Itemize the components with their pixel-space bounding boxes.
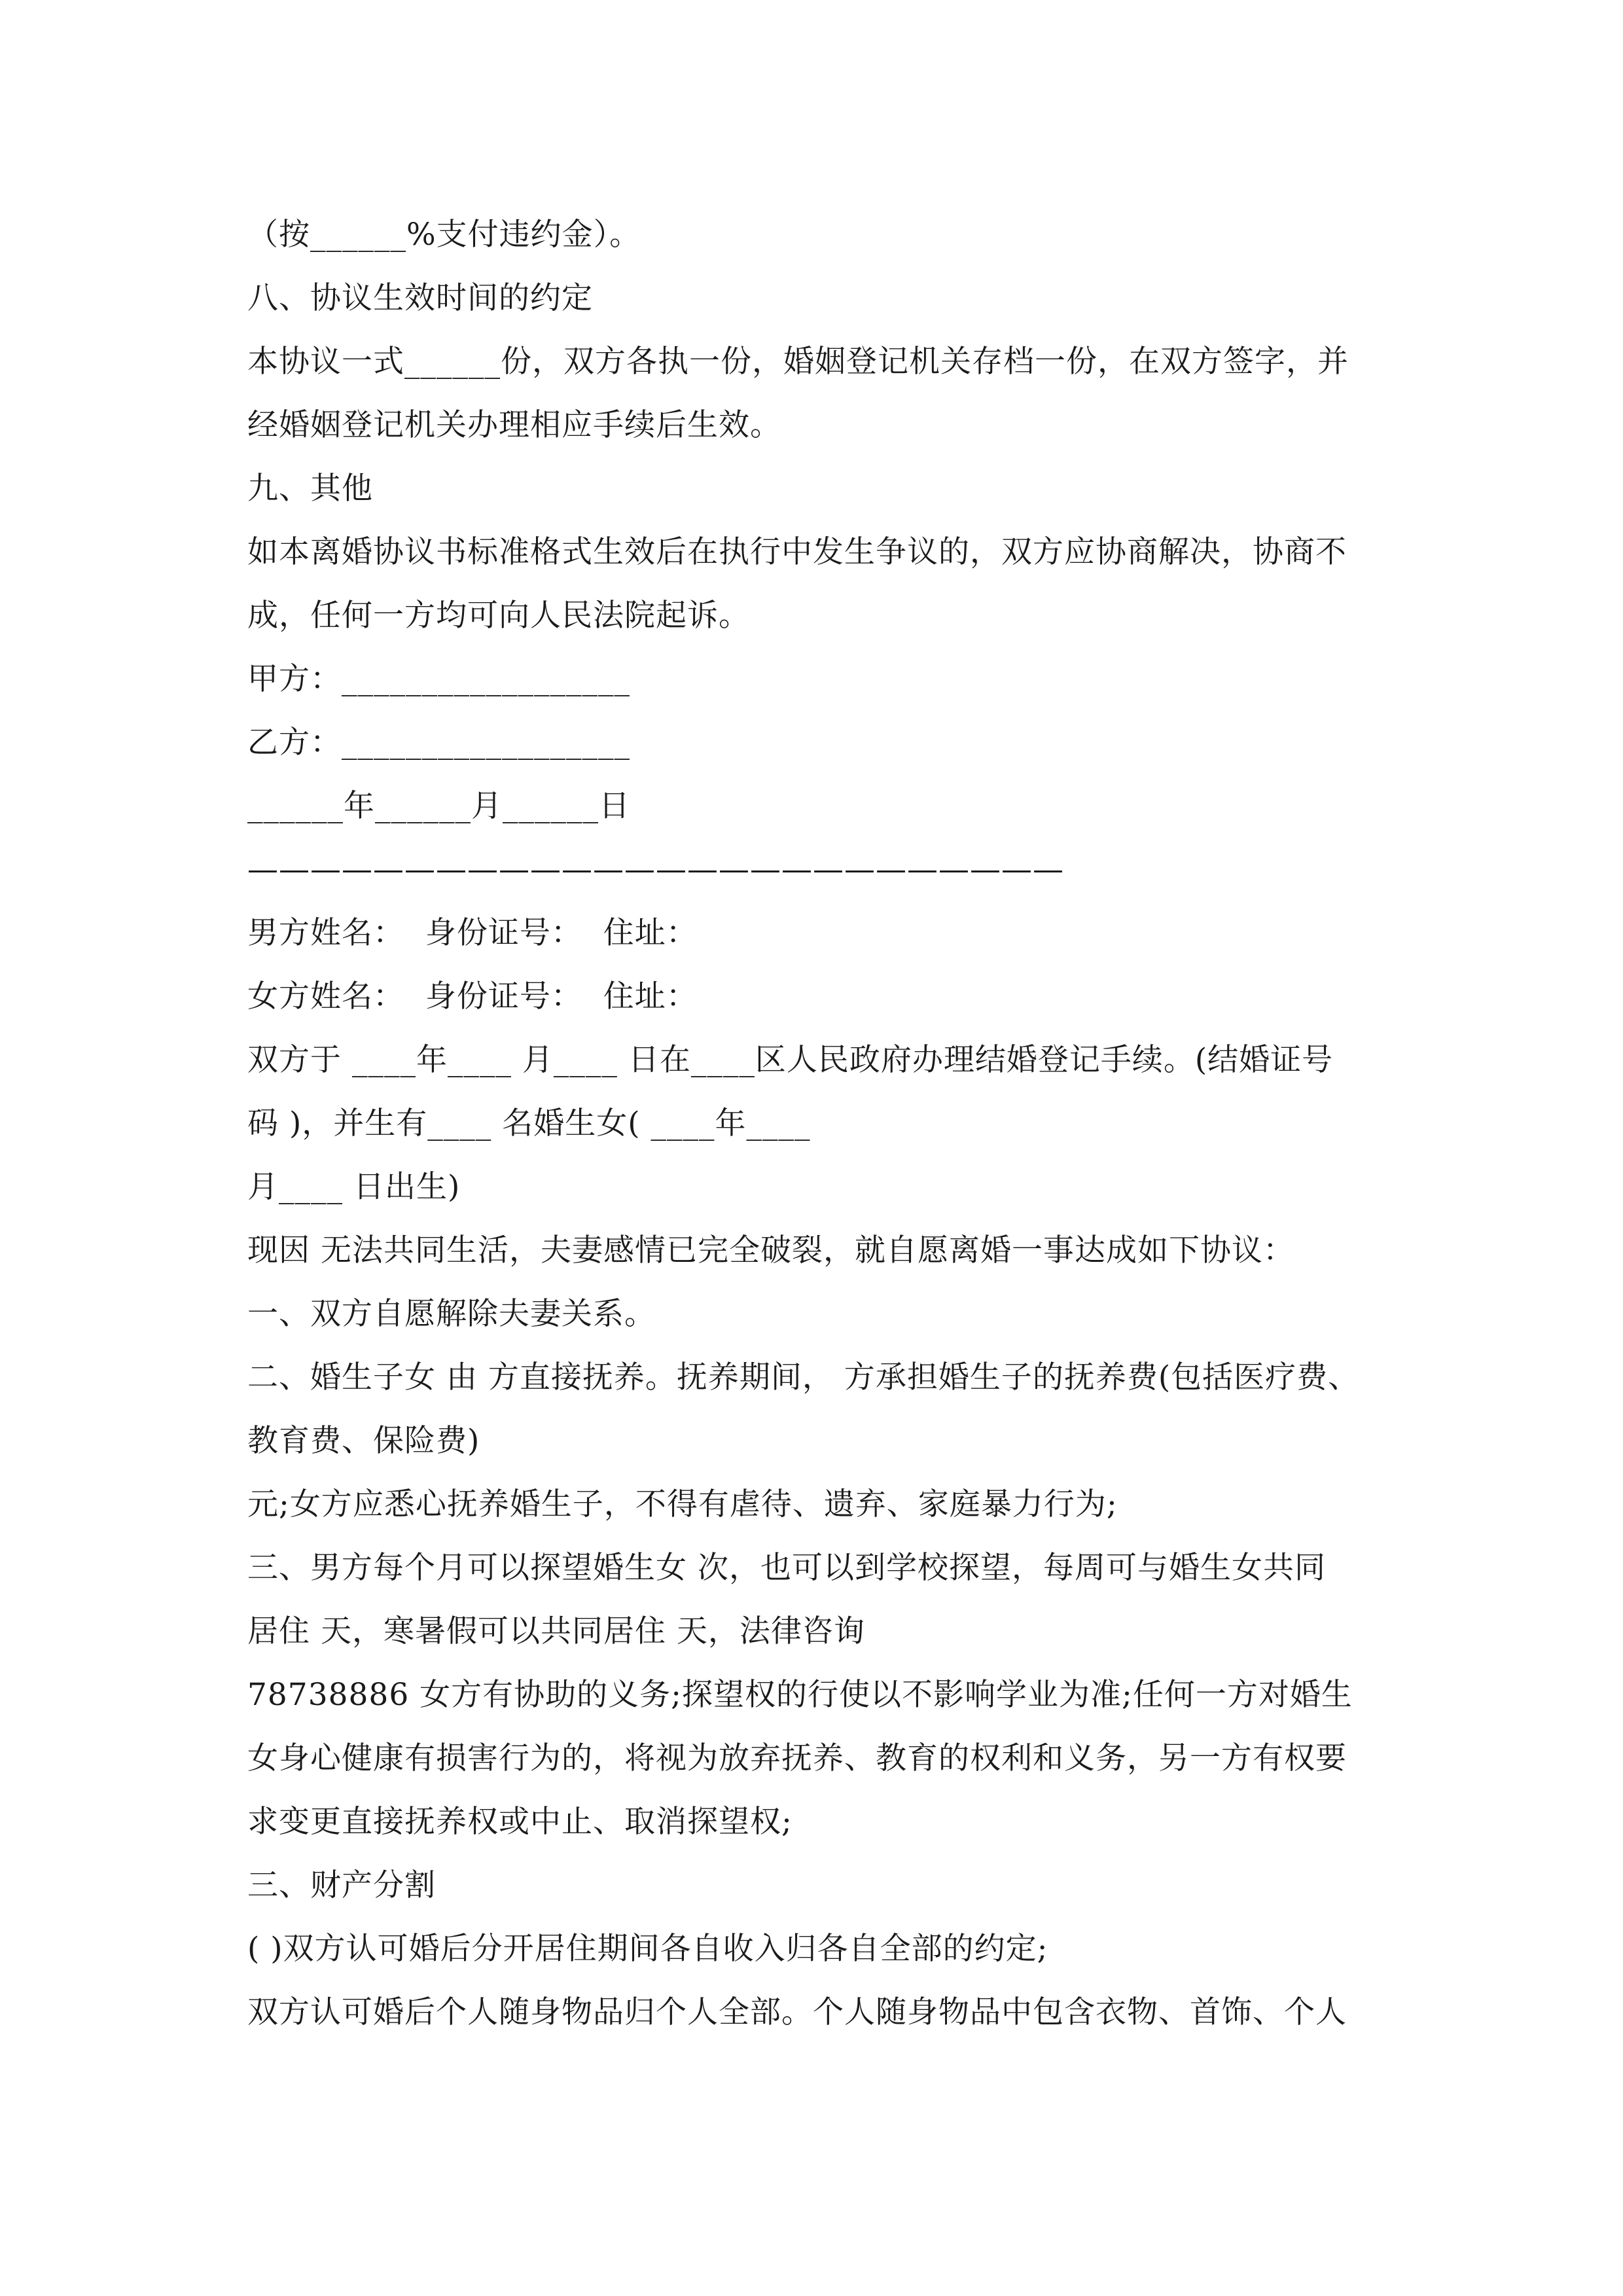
divorce-reason-line: 现因 无法共同生活，夫妻感情已完全破裂，就自愿离婚一事达成如下协议： <box>247 1232 1294 1268</box>
property-clause-line-1: ( )双方认可婚后分开居住期间各自收入归各自全部的约定; <box>247 1931 1048 1967</box>
marriage-registration-line-2: 码 )，并生有____ 名婚生女( ____年____ <box>247 1105 811 1141</box>
copies-clause-line-1: 本协议一式______份，双方各执一份，婚姻登记机关存档一份，在双方签字，并 <box>247 344 1349 380</box>
marriage-registration-line-3: 月____ 日出生) <box>247 1169 461 1205</box>
clause-2-line-2: 教育费、保险费) <box>247 1423 480 1459</box>
copies-clause-line-2: 经婚姻登记机关办理相应手续后生效。 <box>247 407 781 443</box>
clause-2-line-3: 元;女方应悉心抚养婚生子，不得有虐待、遗弃、家庭暴力行为; <box>247 1486 1118 1522</box>
clause-3-line-4: 女身心健康有损害行为的，将视为放弃抚养、教育的权利和义务，另一方有权要 <box>247 1740 1347 1776</box>
clause-3-line-1: 三、男方每个月可以探望婚生女 次，也可以到学校探望，每周可与婚生女共同 <box>247 1550 1326 1586</box>
section-8-heading: 八、协议生效时间的约定 <box>247 280 593 316</box>
separator-line: —————————————————————————— <box>247 852 1064 888</box>
female-info-line: 女方姓名： 身份证号： 住址： <box>247 978 698 1014</box>
clause-3-line-3: 78738886 女方有协助的义务;探望权的行使以不影响学业为准;任何一方对婚生 <box>247 1677 1353 1713</box>
document-body <box>247 203 1386 2044</box>
property-division-heading: 三、财产分割 <box>247 1867 436 1903</box>
male-info-line: 男方姓名： 身份证号： 住址： <box>247 915 698 951</box>
dispute-clause-line-2: 成，任何一方均可向人民法院起诉。 <box>247 598 750 634</box>
clause-3-line-5: 求变更直接抚养权或中止、取消探望权; <box>247 1804 793 1840</box>
party-b-signature-line: 乙方：__________________ <box>247 725 630 761</box>
section-9-heading: 九、其他 <box>247 471 373 507</box>
property-clause-line-2: 双方认可婚后个人随身物品归个人全部。个人随身物品中包含衣物、首饰、个人 <box>247 1994 1347 2030</box>
clause-2-line-1: 二、婚生子女 由 方直接抚养。抚养期间， 方承担婚生子的抚养费(包括医疗费、 <box>247 1359 1360 1395</box>
penalty-clause-line: （按______%支付违约金）。 <box>247 217 641 253</box>
dispute-clause-line-1: 如本离婚协议书标准格式生效后在执行中发生争议的，双方应协商解决，协商不 <box>247 534 1347 570</box>
clause-1-line: 一、双方自愿解除夫妻关系。 <box>247 1296 656 1332</box>
marriage-registration-line-1: 双方于 ____年____ 月____ 日在____区人民政府办理结婚登记手续。(结婚证号 <box>247 1042 1334 1078</box>
party-a-signature-line: 甲方：__________________ <box>247 661 630 697</box>
clause-3-line-2: 居住 天，寒暑假可以共同居住 天，法律咨询 <box>247 1613 865 1649</box>
date-line: ______年______月______日 <box>247 788 630 824</box>
